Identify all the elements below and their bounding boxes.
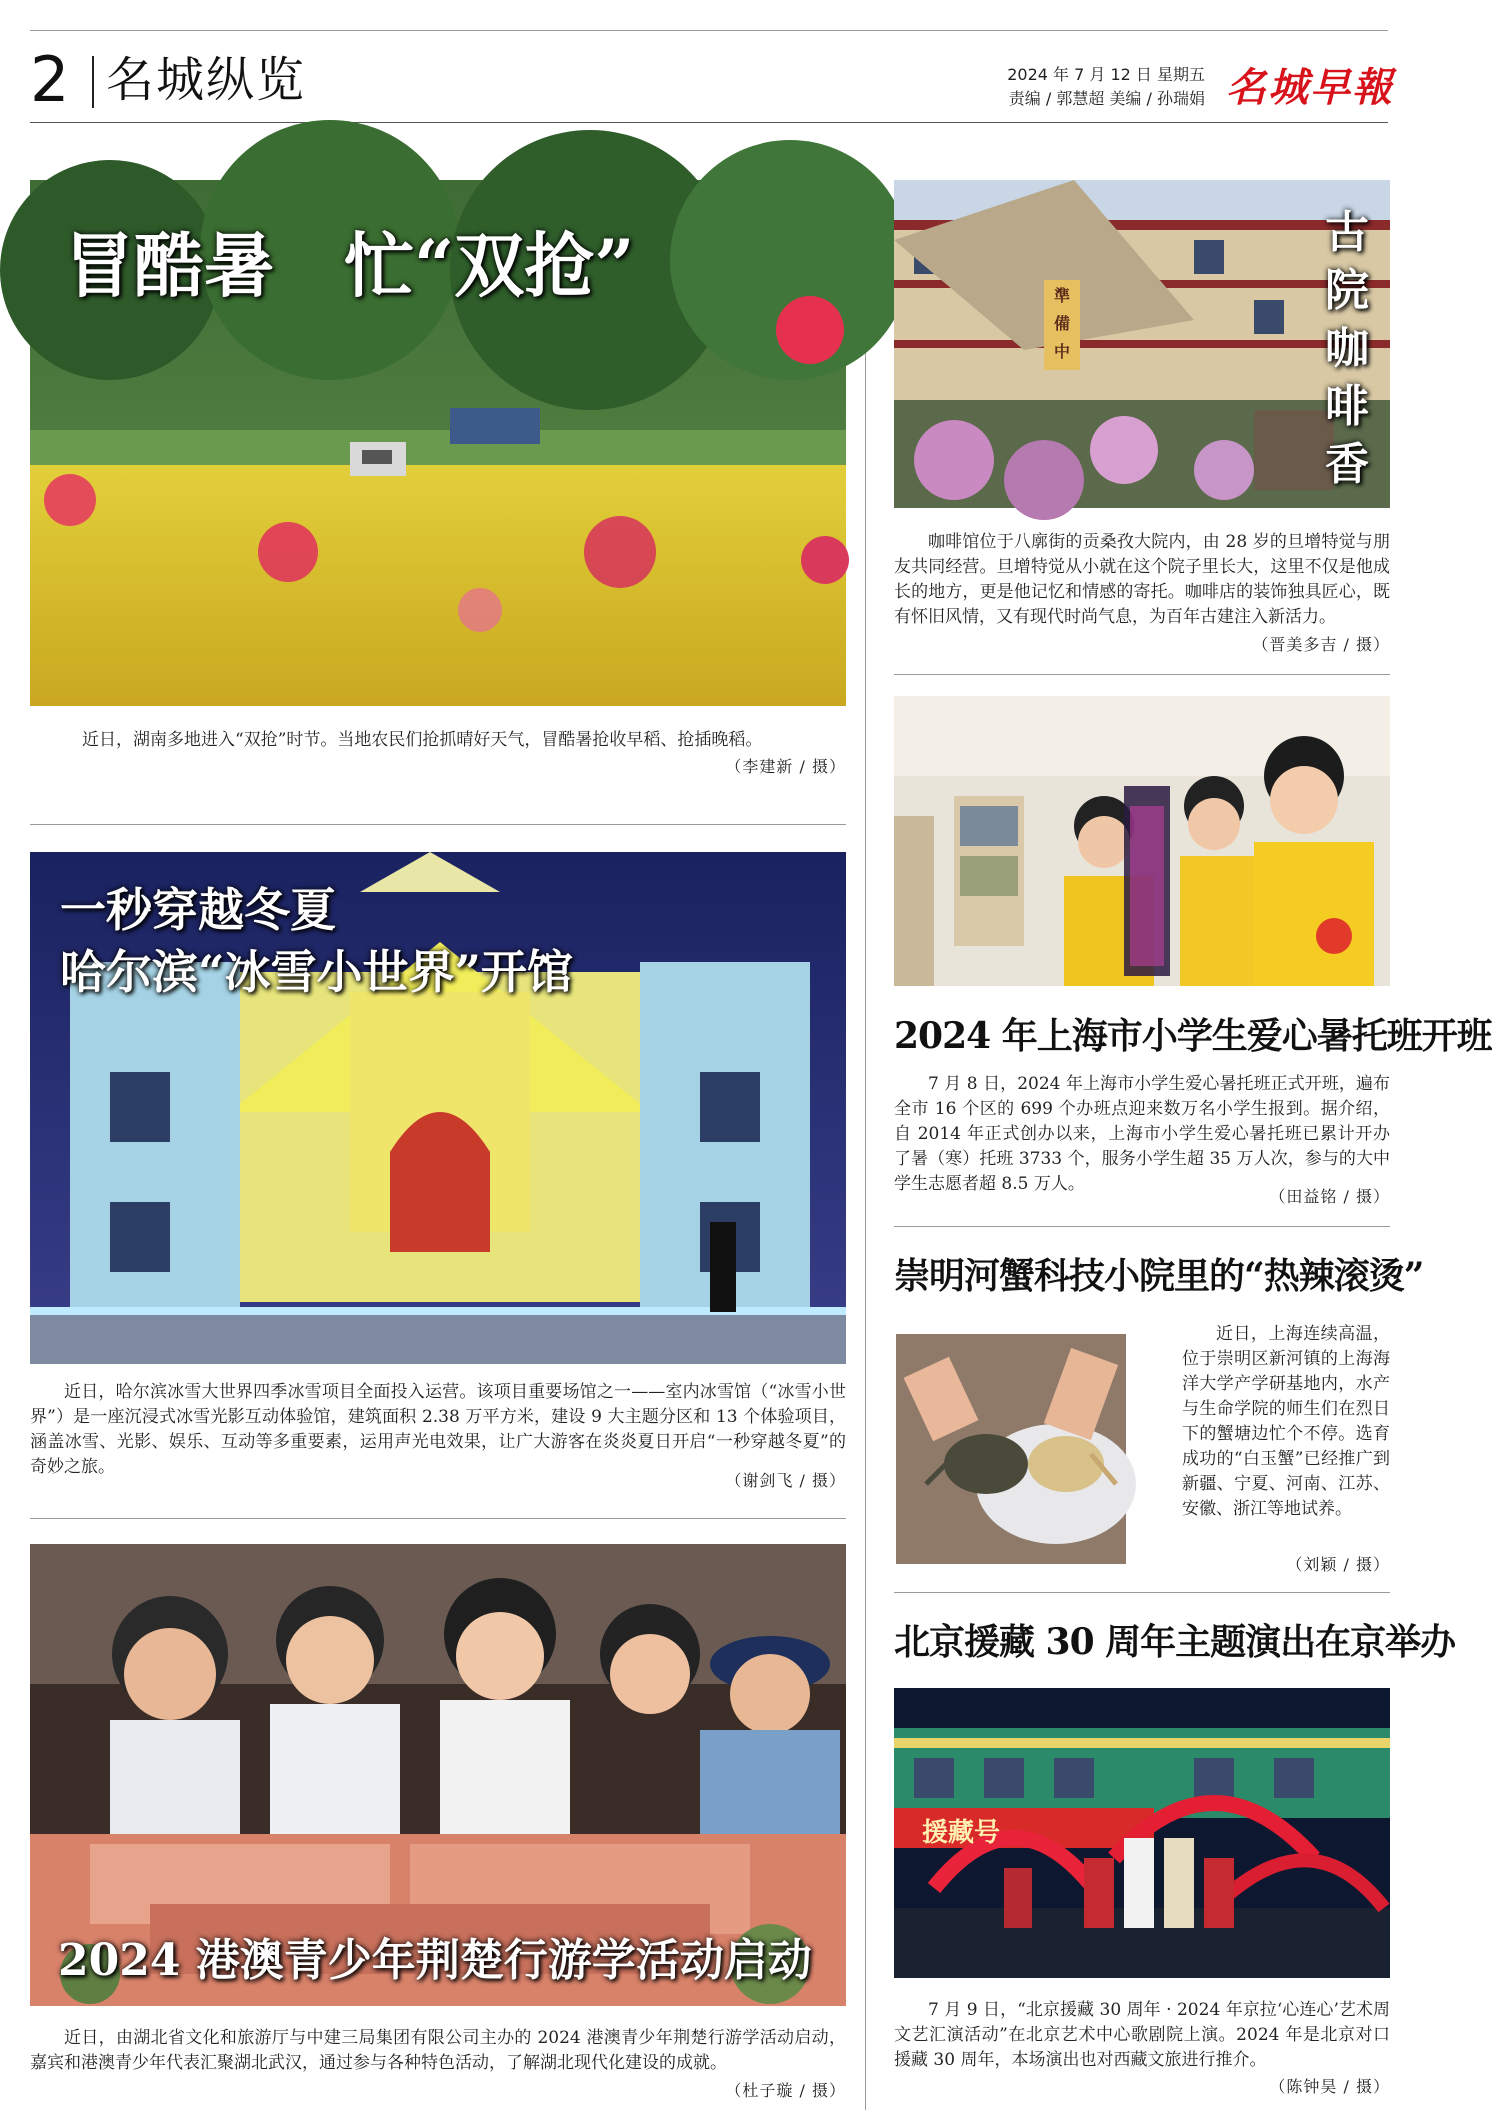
photo-tibet-performance — [894, 1688, 1390, 1978]
story6-headline: 崇明河蟹科技小院里的“热辣滚烫” — [894, 1255, 1424, 1297]
story7-headline: 北京援藏 30 周年主题演出在京举办 — [894, 1621, 1456, 1663]
story3-caption: 近日，由湖北省文化和旅游厅与中建三局集团有限公司主办的 2024 港澳青少年荆楚行游学活动启动，嘉宾和港澳青少年代表汇聚湖北武汉，通过参与各种特色活动，了解湖北现代化建设的成就。 — [30, 2028, 846, 2073]
photo-crab-circle — [896, 1334, 1126, 1564]
story1-rule — [30, 824, 846, 825]
story4-photo-title: 古院咖啡香 — [1325, 207, 1369, 490]
story1-photo-title: 冒酷暑 忙“双抢” — [64, 224, 635, 307]
story4-sign-text: 準備中 — [1053, 286, 1070, 361]
story5-credit: （田益铭 / 摄） — [1269, 1187, 1390, 1206]
story2-photo-title-line2: 哈尔滨“冰雪小世界”开馆 — [60, 945, 573, 999]
photo-courtyard-cafe — [894, 180, 1390, 508]
story2-photo-title-line1: 一秒穿越冬夏 — [60, 883, 336, 937]
photo-summer-care-class — [894, 696, 1390, 986]
story2-caption: 近日，哈尔滨冰雪大世界四季冰雪项目全面投入运营。该项目重要场馆之一——室内冰雪馆（“冰雪小世界”）是一座沉浸式冰雪光影互动体验馆，建筑面积 2.38 万平方米，建设 9 大主题分区和 13 个体验项目，涵盖冰雪、光影、娱乐、互动等多重要素，运用声光电效果，让广大游客在炎炎夏日开启“一秒穿越冬夏”的奇妙之旅。 — [30, 1382, 846, 1477]
column-divider — [865, 180, 866, 2110]
photo-ice-castle — [30, 852, 846, 1364]
photo-youth-study-tour — [30, 1544, 846, 2006]
header-bottom-rule — [30, 122, 1388, 123]
story4-caption: 咖啡馆位于八廓街的贡桑孜大院内，由 28 岁的旦增特觉与朋友共同经营。旦增特觉从小就在这个院子里长大，这里不仅是他成长的地方，更是他记忆和情感的寄托。咖啡店的装饰独具匠心，既有怀旧风情，又有现代时尚气息，为百年古建注入新活力。 — [894, 532, 1390, 627]
story5-rule — [894, 1226, 1390, 1227]
story7-train-text: 援藏号 — [922, 1818, 1001, 1848]
summer-care-class-illustration — [894, 696, 1390, 986]
story1-credit: （李建新 / 摄） — [725, 757, 846, 776]
story6-credit: （刘颖 / 摄） — [1286, 1555, 1390, 1574]
newspaper-logo: 名城早報 — [1226, 64, 1394, 111]
story7-caption: 7 月 9 日，“北京援藏 30 周年 · 2024 年京拉‘心连心’艺术周文艺汇演活动”在北京艺术中心歌剧院上演。2024 年是北京对口援藏 30 周年，本场演出也对西藏文旅进行推介。 — [894, 2000, 1390, 2070]
story6-caption: 近日，上海连续高温，位于崇明区新河镇的上海海洋大学产学研基地内，水产与生命学院的师生们在烈日下的蟹塘边忙个不停。选育成功的“白玉蟹”已经推广到新疆、宁夏、河南、江苏、安徽、浙江等地试养。 — [1182, 1324, 1390, 1519]
story2-rule — [30, 1518, 846, 1519]
story4-rule — [894, 674, 1390, 675]
header-divider — [92, 56, 94, 108]
story4-credit: （晋美多吉 / 摄） — [1252, 635, 1390, 654]
story3-credit: （杜子璇 / 摄） — [725, 2081, 846, 2100]
story2-credit: （谢剑飞 / 摄） — [725, 1471, 846, 1490]
editors-line: 责编 / 郭慧超 美编 / 孙瑞娟 — [1008, 89, 1205, 108]
issue-date: 2024 年 7 月 12 日 星期五 — [1007, 65, 1205, 84]
crab-illustration — [896, 1334, 1126, 1564]
courtyard-cafe-illustration — [894, 180, 1390, 508]
header-top-rule — [30, 30, 1388, 31]
story5-caption: 7 月 8 日，2024 年上海市小学生爱心暑托班正式开班，遍布全市 16 个区的 699 个办班点迎来数万名小学生报到。据介绍，自 2014 年正式创办以来，上海市小学生爱心暑托班已累计开办了暑（寒）托班 3733 个，服务小学生超 35 万人次，参与的大中学生志愿者超 8.5 万人。 — [894, 1074, 1390, 1194]
story3-photo-title: 2024 港澳青少年荆楚行游学活动启动 — [58, 1935, 812, 1986]
story7-credit: （陈钟昊 / 摄） — [1269, 2077, 1390, 2096]
story1-caption: 近日，湖南多地进入“双抢”时节。当地农民们抢抓晴好天气，冒酷暑抢收早稻、抢插晚稻。 — [82, 730, 763, 750]
photo-rice-harvest — [30, 180, 846, 706]
section-title: 名城纵览 — [106, 52, 307, 108]
story6-rule — [894, 1592, 1390, 1593]
page-number: 2 — [30, 43, 70, 116]
story5-headline: 2024 年上海市小学生爱心暑托班开班 — [894, 1015, 1492, 1057]
